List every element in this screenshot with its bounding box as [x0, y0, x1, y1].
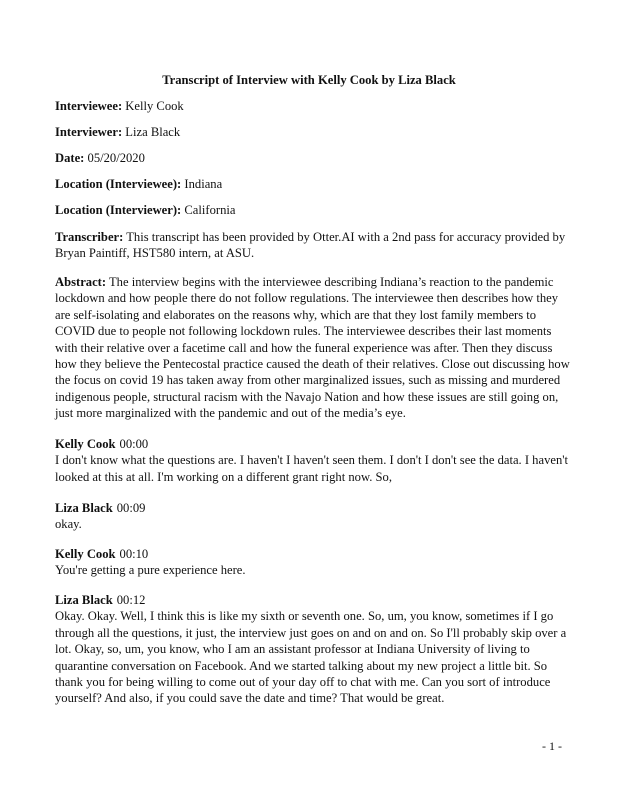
meta-interviewee [55, 98, 184, 114]
page-number: - 1 - [542, 739, 562, 753]
document-title: Transcript of Interview with Kelly Cook by Liza Black [162, 73, 456, 87]
meta-value: 05/20/2020 [87, 151, 145, 165]
abstract-paragraph [55, 274, 570, 422]
meta-value: Liza Black [125, 125, 181, 139]
abstract-label: Abstract: [55, 275, 107, 289]
meta-label: Location (Interviewee): [55, 177, 182, 191]
transcript-turn [55, 436, 570, 485]
meta-label: Interviewer: [55, 125, 123, 139]
transcriber-paragraph [55, 229, 570, 262]
meta-date [55, 150, 145, 166]
meta-location-interviewee [55, 176, 222, 192]
abstract-text: The interview begins with the interviewee describing Indiana’s reaction to the pandemic lockdown and how people there do not follow regulations. The interviewee then describes how they are self-isolating and elaborates on the reasons why, which are that they lost family members to COVID due to people not following lockdown rules. The interviewee describes their last moments with their relative over a facetime call and how the funeral experience was after. Then they discuss how they believe the Pentecostal practice caused the death of their relatives. Close out discussing how the focus on covid 19 has taken away from other marginalized issues, such as missing and murdered indigenous people, structural racism with the Navajo Nation and how these issues are still going on, just more marginalized with the pandemic and out of the media’s eye. [55, 275, 570, 421]
transcriber-label: Transcriber: [55, 230, 124, 244]
meta-label: Date: [55, 151, 85, 165]
speaker-name: Liza Black [55, 501, 113, 515]
timestamp: 00:10 [119, 547, 149, 561]
meta-label: Interviewee: [55, 99, 123, 113]
turn-text: I don't know what the questions are. I haven't I haven't seen them. I don't I don't see the data. I haven't looked at this at all. I'm working on a different grant right now. So, [55, 453, 569, 484]
meta-value: Indiana [184, 177, 223, 191]
transcript-turn [55, 500, 570, 533]
timestamp: 00:09 [116, 501, 146, 515]
meta-value: Kelly Cook [125, 99, 184, 113]
meta-interviewer [55, 124, 180, 140]
meta-label: Location (Interviewer): [55, 203, 182, 217]
turn-text: Okay. Okay. Well, I think this is like my sixth or seventh one. So, um, you know, sometimes if I go through all the questions, it just, the interview just goes on and on and on. So I'll probably skip over a lot. Okay, so, um, you know, who I am an assistant professor at Indiana University of living to quarantine conversation on Facebook. And we started talking about my new project a little bit. So thank you for being willing to come out of your day off to chat with me. Can you sort of introduce yourself? And also, if you could save the date and time? That would be great. [55, 609, 567, 706]
transcript-turn [55, 546, 570, 579]
speaker-name: Liza Black [55, 593, 113, 607]
meta-value: California [184, 203, 236, 217]
transcriber-text: This transcript has been provided by Otter.AI with a 2nd pass for accuracy provided by Bryan Paintiff, HST580 intern, at ASU. [55, 230, 566, 261]
speaker-name: Kelly Cook [55, 547, 116, 561]
turn-text: You're getting a pure experience here. [55, 563, 246, 578]
timestamp: 00:00 [119, 437, 149, 451]
meta-location-interviewer [55, 202, 235, 218]
timestamp: 00:12 [116, 593, 146, 607]
transcript-turn [55, 592, 570, 707]
turn-text: okay. [55, 517, 82, 532]
speaker-name: Kelly Cook [55, 437, 116, 451]
